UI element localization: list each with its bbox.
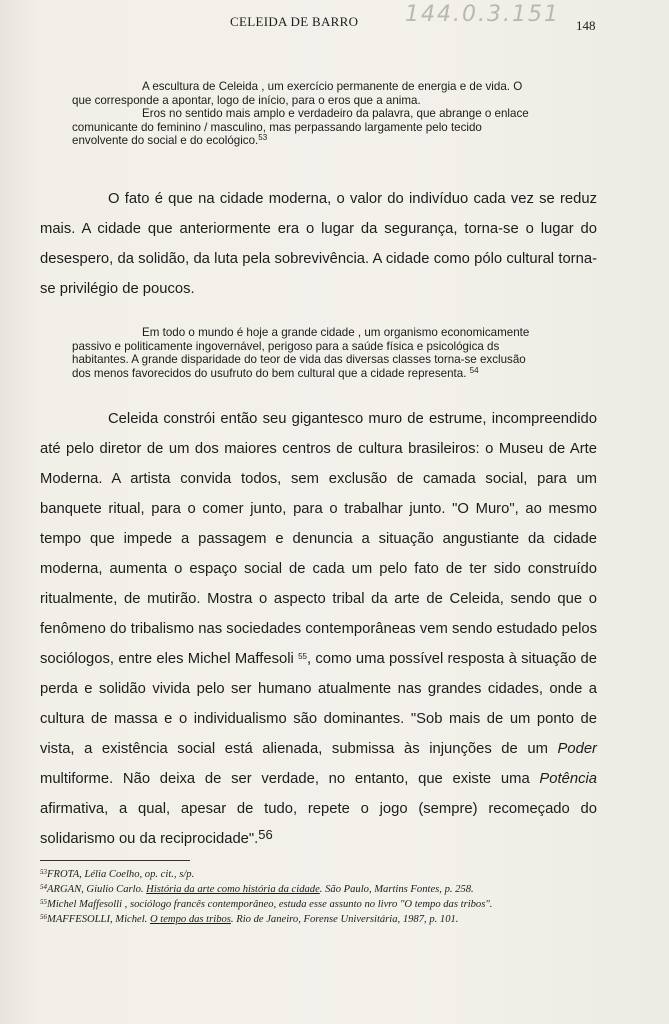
quote-line — [72, 367, 562, 381]
paragraph-text — [40, 404, 597, 854]
quote-line: habitantes. A grande disparidade do teor de vida das diversas classes torna-se exclusão — [72, 353, 526, 366]
block-quote-1 — [72, 80, 562, 148]
footnote-ref-54: 54 — [469, 365, 479, 375]
paragraph-text-c: multiforme. Não deixa de ser verdade, no entanto, que existe uma — [40, 771, 540, 787]
footnote-54 — [40, 881, 600, 896]
paragraph-2 — [40, 404, 597, 854]
footnote-number: 56 — [40, 913, 47, 921]
archive-number-stamp: 144.0.3.151 — [405, 2, 560, 27]
quote-line: que corresponde a apontar, logo de início, para o eros que a anima. — [72, 93, 421, 107]
paragraph-text: O fato é que na cidade moderna, o valor do indivíduo cada vez se reduz mais. A cidade que anteriormente era o lugar da segurança, torna-se o lugar do desespero, da solidão, da luta pela sobrevivência. A cidade como pólo cultural torna-se privilégio de poucos. — [40, 191, 597, 297]
footnote-book-title: O tempo das tribos — [149, 914, 231, 925]
footnote-53 — [40, 866, 600, 881]
quote-line: Em todo o mundo é hoje a grande cidade , um organismo economicamente — [142, 326, 530, 339]
quote-line: passivo e politicamente ingovernável, perigoso para a saúde física e psicológica ds — [72, 339, 500, 353]
footnote-56 — [40, 911, 600, 926]
page-number: 148 — [576, 18, 596, 33]
footnote-number: 53 — [40, 868, 47, 876]
block-quote-2 — [72, 326, 562, 380]
footnote-text: MAFFESOLLI, Michel. — [47, 914, 150, 925]
footnote-55 — [40, 896, 600, 911]
footnote-number: 55 — [40, 898, 47, 906]
footnote-text: . São Paulo, Martins Fontes, p. 258. — [319, 884, 474, 895]
footnote-divider — [40, 860, 190, 861]
footnote-book-title: História da arte como história da cidade — [146, 884, 320, 895]
footnote-number: 54 — [40, 883, 47, 891]
footnote-text: ARGAN, Giulio Carlo. — [47, 884, 147, 895]
quote-line-text: dos menos favorecidos do usufruto do bem cultural que a cidade representa. — [72, 366, 467, 380]
quote-line — [72, 134, 562, 148]
footnote-ref-53: 53 — [258, 133, 268, 142]
quote-line: Eros no sentido mais amplo e verdadeiro da palavra, que abrange o enlace — [142, 107, 529, 120]
italic-term-poder: Poder — [557, 741, 597, 757]
paragraph-text-d: afirmativa, a qual, apesar de tudo, repete o jogo (sempre) recomeçado do solidarismo ou da reciprocidade". — [40, 801, 597, 847]
footnote-ref-55: 55 — [298, 652, 307, 661]
footnote-text: Michel Maffesolli , sociólogo francês contemporâneo, estuda esse assunto no livro "O tempo das tribos". — [47, 899, 493, 910]
quote-line: A escultura de Celeida , um exercício permanente de energia e de vida. O — [142, 80, 523, 93]
running-title: CELEIDA DE BARRO — [230, 14, 359, 29]
italic-term-potencia: Potência — [539, 771, 597, 787]
footnote-text: . Rio de Janeiro, Forense Universitária, 1987, p. 101. — [230, 914, 459, 925]
footnote-text: FROTA, Lélia Coelho, op. cit., s/p. — [47, 869, 195, 880]
quote-line-text: envolvente do social e do ecológico. — [72, 134, 259, 147]
paragraph-text-a: Celeida constrói então seu gigantesco muro de estrume, incompreendido até pelo diretor de um dos maiores centros de cultura brasileiros: o Museu de Arte Moderna. A artista convida todos, sem exclusão de camada social, para um banquete ritual, para o comer junto, para o trabalhar junto. "O Muro", ao mesmo tempo que impede a passagem e denuncia a situação angustiante da cidade moderna, aumenta o espaço social de cada um pelo fato de ter sido construído ritualmente, de mutirão. Mostra o aspecto tribal da arte de Celeida, sendo que o fenômeno do tribalismo nas sociedades contemporâneas vem sendo estudado pelos sociólogos, entre eles Michel Maffesoli — [40, 411, 597, 667]
footnotes — [40, 866, 600, 926]
paragraph-1 — [40, 184, 597, 304]
paragraph-text-b: , como uma possível resposta à situação de perda e solidão vivida pelo ser humano atualmente nas grandes cidades, onde a cultura de massa e o individualismo são dominantes. "Sob mais de um ponto de vista, a existência social está alienada, submissa às injunções de um — [40, 651, 597, 757]
footnote-ref-56: 56 — [258, 827, 273, 842]
quote-line: comunicante do feminino / masculino, mas perpassando largamente pelo tecido — [72, 120, 482, 134]
